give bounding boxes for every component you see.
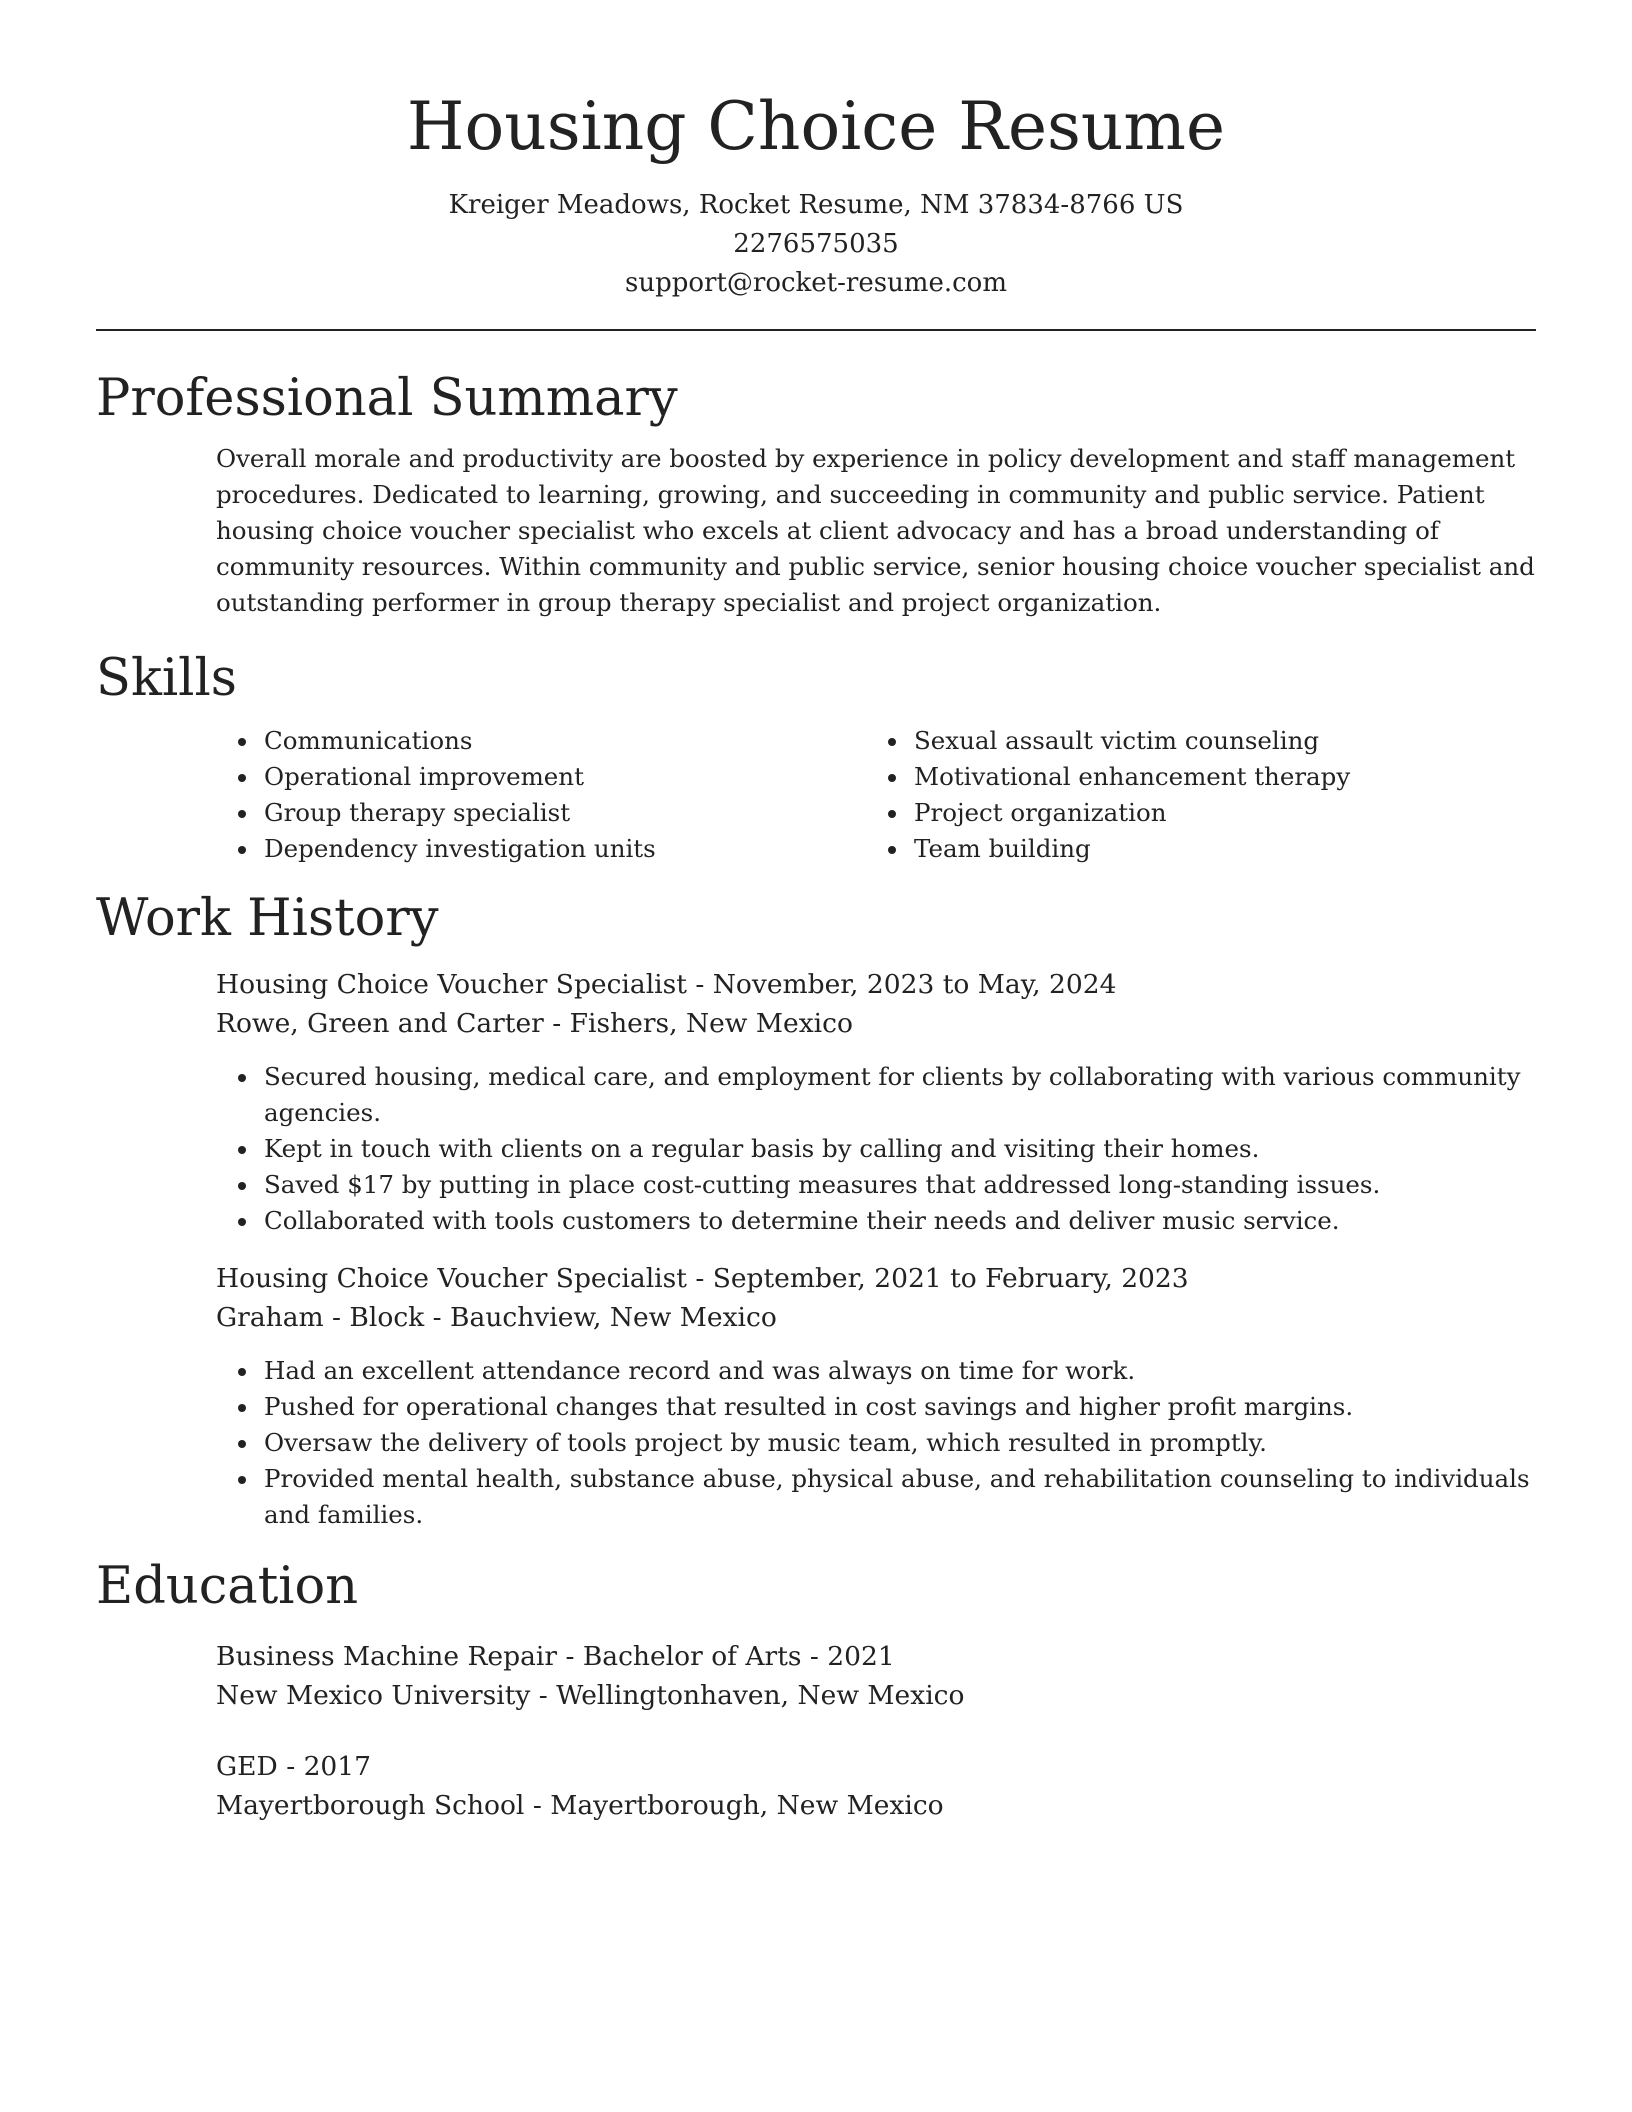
- resume-page: [96, 0, 1536, 1825]
- education-location: - Wellingtonhaven, New Mexico: [530, 1680, 965, 1711]
- skill-item: • Dependency investigation units: [260, 831, 866, 867]
- education-degree: Business Machine Repair - Bachelor of Arts: [216, 1641, 802, 1672]
- education-year: - 2017: [277, 1751, 372, 1782]
- job-bullet: • Secured housing, medical care, and employment for clients by collaborating with various community agencies.: [260, 1059, 1546, 1131]
- skill-item: • Project organization: [910, 795, 1516, 831]
- resume-name: Housing Choice Resume: [406, 88, 1226, 165]
- job-bullets: [216, 1059, 1546, 1239]
- education-school: New Mexico University: [216, 1680, 531, 1711]
- contact-address: Kreiger Meadows, Rocket Resume, NM 37834-8766 US: [448, 190, 1184, 220]
- job-dates: - September, 2021 to February, 2023: [686, 1263, 1189, 1294]
- job-bullets: [216, 1353, 1546, 1533]
- job-bullet: • Kept in touch with clients on a regular basis by calling and visiting their homes.: [260, 1131, 1546, 1167]
- skills-grid: [216, 723, 1536, 867]
- education-location: - Mayertborough, New Mexico: [524, 1790, 944, 1821]
- education-school-line: [216, 1676, 1536, 1715]
- job-bullet: • Provided mental health, substance abuse, physical abuse, and rehabilitation counseling to individuals and families.: [260, 1461, 1546, 1533]
- job-title-line: [216, 1259, 1536, 1298]
- job-company-line: [216, 1298, 1536, 1337]
- summary-text: Overall morale and productivity are boosted by experience in policy development and staff management procedures. Dedicated to learning, growing, and succeeding in community and public service. Patient housing choice voucher specialist who excels at client advocacy and has a broad understanding of community resources. Within community and public service, senior housing choice voucher specialist and outstanding performer in group therapy specialist and project organization.: [216, 444, 1535, 617]
- job-bullet: • Collaborated with tools customers to determine their needs and deliver music service.: [260, 1203, 1546, 1239]
- job-location: - Fishers, New Mexico: [543, 1008, 853, 1039]
- work-history-heading: Work History: [96, 889, 439, 948]
- education-year: - 2021: [801, 1641, 895, 1672]
- education-entry: [216, 1747, 1536, 1825]
- contact-info: [96, 186, 1536, 303]
- contact-phone: 2276575035: [733, 229, 899, 259]
- skill-item: • Sexual assault victim counseling: [910, 723, 1516, 759]
- education-heading: Education: [96, 1557, 359, 1616]
- education-entry: [216, 1637, 1536, 1715]
- summary-heading: Professional Summary: [96, 369, 678, 428]
- education-school-line: [216, 1786, 1536, 1825]
- job-bullet: • Oversaw the delivery of tools project by music team, which resulted in promptly.: [260, 1425, 1546, 1461]
- education-section: [216, 1637, 1536, 1825]
- skill-item: • Team building: [910, 831, 1516, 867]
- job-title-line: [216, 965, 1536, 1004]
- summary-section: [216, 441, 1536, 621]
- job-company: Rowe, Green and Carter: [216, 1008, 544, 1039]
- skills-column-left: [216, 723, 866, 867]
- job-company: Graham - Block: [216, 1302, 425, 1333]
- header-divider: [96, 329, 1536, 331]
- education-degree: GED: [216, 1751, 278, 1782]
- job-position: Housing Choice Voucher Specialist: [216, 969, 687, 1000]
- skills-section: [216, 723, 1536, 867]
- work-history-section: [216, 965, 1536, 1533]
- skills-heading: Skills: [96, 649, 237, 708]
- job-bullet: • Saved $17 by putting in place cost-cutting measures that addressed long-standing issues.: [260, 1167, 1546, 1203]
- job-bullet: • Pushed for operational changes that resulted in cost savings and higher profit margins.: [260, 1389, 1546, 1425]
- education-degree-line: [216, 1747, 1536, 1786]
- contact-email: support@rocket-resume.com: [624, 268, 1007, 298]
- skill-item: • Communications: [260, 723, 866, 759]
- job-dates: - November, 2023 to May, 2024: [686, 969, 1117, 1000]
- job-company-line: [216, 1004, 1536, 1043]
- job-bullet: • Had an excellent attendance record and was always on time for work.: [260, 1353, 1546, 1389]
- job-entry: [216, 965, 1536, 1239]
- job-location: - Bauchview, New Mexico: [424, 1302, 777, 1333]
- skill-item: • Group therapy specialist: [260, 795, 866, 831]
- education-degree-line: [216, 1637, 1536, 1676]
- skill-item: • Operational improvement: [260, 759, 866, 795]
- skill-item: • Motivational enhancement therapy: [910, 759, 1516, 795]
- job-entry: [216, 1259, 1536, 1533]
- job-position: Housing Choice Voucher Specialist: [216, 1263, 687, 1294]
- education-school: Mayertborough School: [216, 1790, 525, 1821]
- skills-column-right: [866, 723, 1516, 867]
